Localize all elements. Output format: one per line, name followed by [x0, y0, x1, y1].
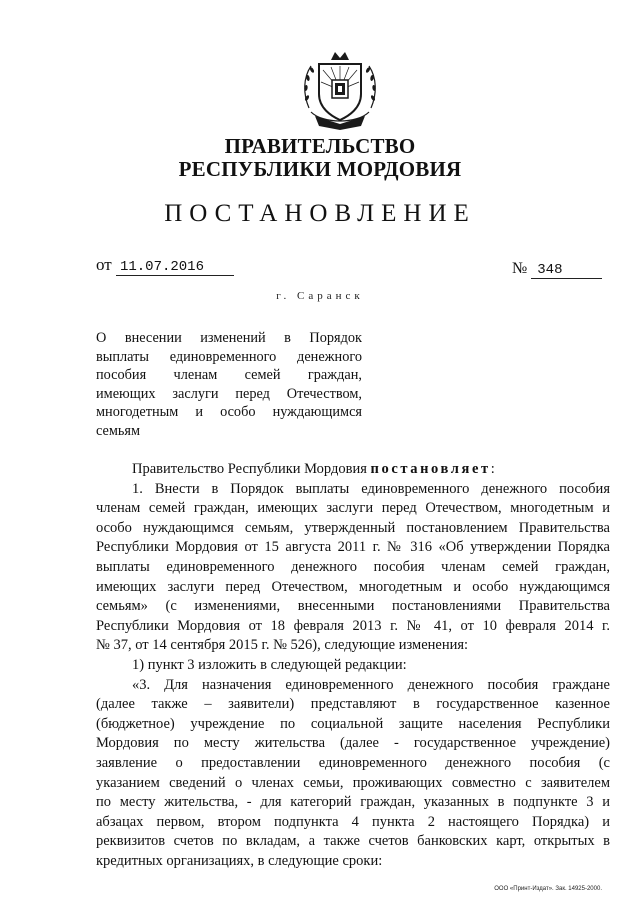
subject-block — [96, 329, 362, 440]
intro-end: : — [490, 461, 495, 477]
city-label: г. Саранск — [276, 290, 364, 302]
document-number: 348 — [531, 262, 602, 279]
body-line: реквизитов счетов по вкладам, а также счетов банковских карт, открытых в — [96, 833, 610, 850]
subject-line: многодетным и особо нуждающимся — [96, 404, 362, 420]
intro-keyword: постановляет — [370, 461, 491, 477]
body-line: кредитных организациях, в следующие сроки: — [96, 852, 383, 869]
body-line: Республики Мордовия от 15 августа 2011 г. № 316 «Об утверждении Порядка — [96, 539, 610, 556]
body-line: членам семей граждан, имеющих заслуги перед Отечеством, многодетным и — [96, 500, 610, 517]
subject-line: пособия членам семей граждан, — [96, 367, 362, 383]
authority-subtitle: РЕСПУБЛИКИ МОРДОВИЯ — [178, 157, 462, 181]
body-line: 1) пункт 3 изложить в следующей редакции: — [132, 656, 407, 673]
body-line: имеющих заслуги перед Отечеством, многодетным и особо нуждающимся — [96, 578, 610, 595]
coat-of-arms-icon — [297, 46, 383, 132]
body-line: № 37, от 14 сентября 2015 г. № 526), следующие изменения: — [96, 637, 469, 654]
body-line: выплаты единовременного денежного пособия членам семей граждан, — [96, 558, 610, 575]
subject-line: имеющих заслуги перед Отечеством, — [96, 385, 362, 402]
body-line: указанием сведений о членах семьи, проживающих совместно с заявителем — [96, 774, 610, 791]
body-line: (бюджетное) учреждение по социальной защите населения Республики — [96, 715, 610, 732]
subject-line: О внесении изменений в Порядок — [96, 330, 362, 346]
number-block — [512, 260, 602, 278]
body-line: Мордовия по месту жительства (далее - государственное учреждение) — [96, 735, 610, 752]
body-line: абзацах первом, втором подпункта 4 пункта 2 настоящего Порядка) и — [96, 813, 610, 830]
date-prefix: от — [96, 255, 112, 274]
document-type: ПОСТАНОВЛЕНИЕ — [164, 200, 476, 227]
document-body — [96, 460, 610, 871]
body-line: «3. Для назначения единовременного денежного пособия граждане — [132, 676, 610, 693]
body-line: по месту жительства, - для категорий граждан, указанных в подпункте 3 и — [96, 794, 610, 811]
body-line: (далее также – заявители) представляют в государственное казенное — [96, 696, 610, 713]
document-date: 11.07.2016 — [116, 259, 234, 276]
body-line: особо нуждающимся семьям, утвержденный постановлением Правительства — [96, 519, 610, 536]
intro-line — [96, 460, 610, 480]
intro-text: Правительство Республики Мордовия — [132, 461, 371, 477]
printer-footer: ООО «Принт-Издат». Зак. 14925-2000. — [494, 886, 602, 892]
authority-title: ПРАВИТЕЛЬСТВО — [224, 134, 416, 158]
subject-line: семьям — [96, 422, 141, 439]
body-line: 1. Внести в Порядок выплаты единовременного денежного пособия — [132, 480, 610, 497]
number-prefix: № — [512, 260, 528, 277]
subject-line: выплаты единовременного денежного — [96, 348, 362, 365]
body-line: Республики Мордовия от 18 февраля 2013 г. № 41, от 10 февраля 2014 г. — [96, 617, 610, 634]
date-block — [96, 255, 234, 275]
body-line: заявление о предоставлении единовременного денежного пособия (с — [96, 754, 610, 771]
body-line: семьям» (с изменениями, внесенными постановлениями Правительства — [96, 598, 610, 615]
